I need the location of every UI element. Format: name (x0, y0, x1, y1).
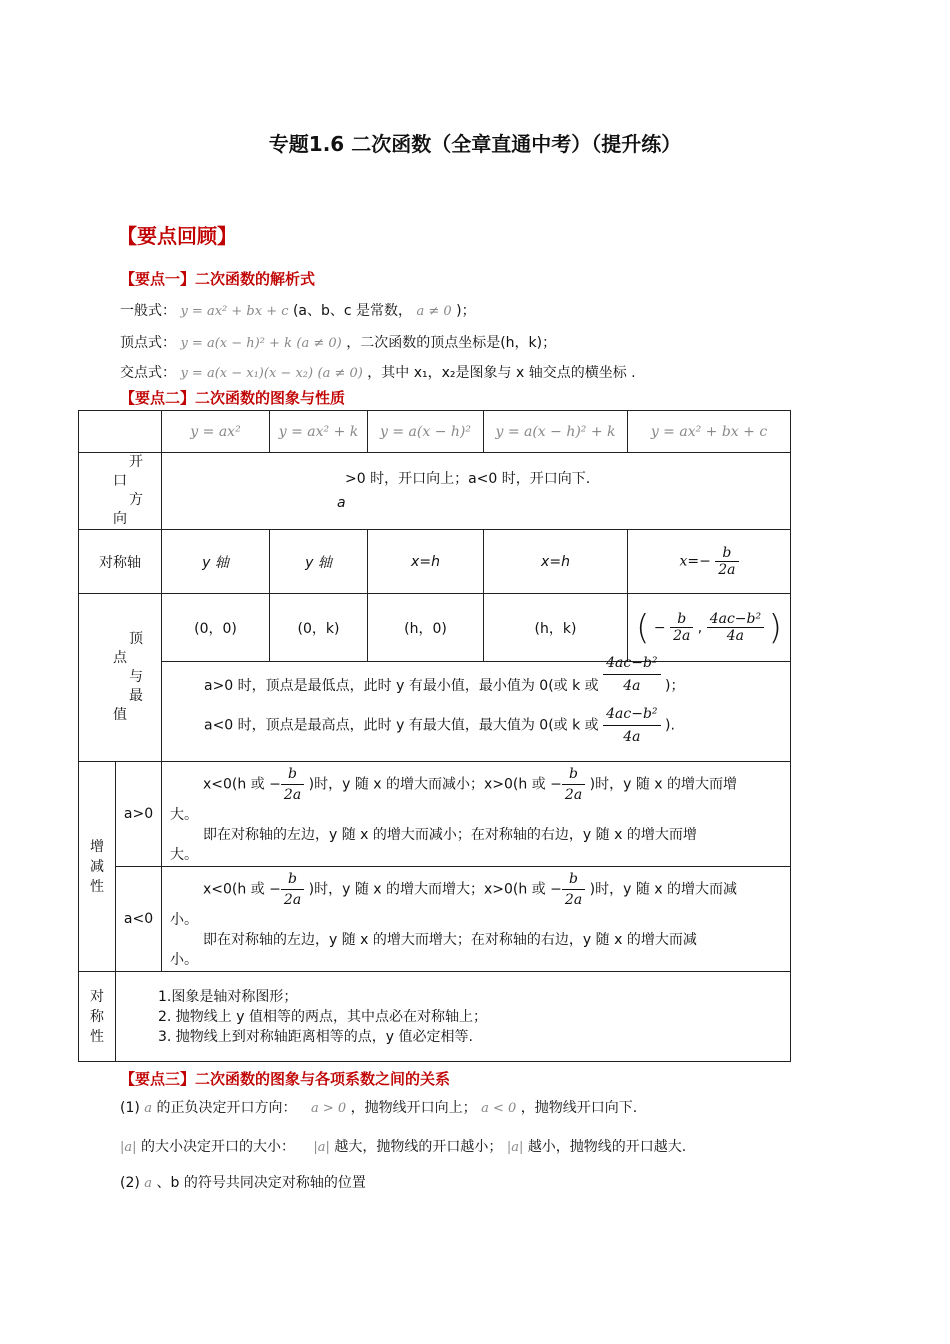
opening-label: 开 口 方 向 (79, 453, 162, 530)
symmetry-cell (116, 972, 791, 1062)
mono-neg-line-1: x<0(h 或 − $\frac{b}{2a}$ )时，y 随 x 的增大而增大；x>0(h 或 − $\frac{b}{2a}$ )时，y 随 x 的增大而减 (203, 870, 738, 908)
vertex-note: ，二次函数的顶点坐标是(h，k)； (346, 335, 557, 351)
vertex-label: 顶 点 与 最 值 (79, 594, 162, 762)
properties-table (78, 410, 791, 1062)
axis-row (79, 530, 791, 594)
general-label: 一般式： (120, 303, 176, 319)
extreme-cell (162, 654, 791, 762)
header-col-3: y = a(x − h)² (368, 411, 484, 453)
mono-pos-line-1: x<0(h 或 − $\frac{b}{2a}$ )时，y 随 x 的增大而减小；x>0(h 或 − $\frac{b}{2a}$ )时，y 随 x 的增大而增 (203, 765, 738, 803)
symmetry-item-1: 1.图象是轴对称图形； (158, 988, 298, 1005)
kp3-line-3: (2) a 、b 的符号共同决定对称轴的位置 (120, 1175, 366, 1191)
mono-pos-line-4: 大。 (170, 846, 198, 863)
axis-value-5: x=− $\frac{b}{2a}$ (628, 530, 791, 594)
general-note: (a、b、c 是常数， (292, 303, 413, 319)
symmetry-item-3: 3. 抛物线上到对称轴距离相等的点，y 值必定相等. (158, 1028, 473, 1045)
axis-value-3: x=h (368, 530, 484, 594)
intercept-label: 交点式： (120, 365, 176, 381)
symmetry-row (79, 972, 791, 1062)
vertex-formula: y = a(x − h)² + k (180, 336, 292, 351)
opening-text: >0 时，开口向上；a<0 时，开口向下. (345, 471, 591, 487)
vertex-value-4: (h，k) (484, 594, 628, 662)
general-form-line (120, 300, 476, 320)
mono-label: 增 减 性 (79, 762, 116, 972)
vertex-form-line (120, 332, 556, 352)
vertex-value-3: (h，0) (368, 594, 484, 662)
axis-value-2: y 轴 (270, 530, 368, 594)
mono-pos-line-2: 大。 (170, 806, 198, 823)
mono-neg-label: a<0 (116, 867, 162, 972)
extreme-row (79, 662, 791, 762)
axis-fraction: $\frac{b}{2a}$ (715, 545, 738, 578)
page-title: 专题1.6 二次函数（全章直通中考）（提升练） (268, 132, 682, 156)
header-col-5: y = ax² + bx + c (628, 411, 791, 453)
axis-label: 对称轴 (79, 530, 162, 594)
header-row (79, 411, 791, 453)
vertex-cond: (a ≠ 0) (296, 336, 342, 351)
extreme-line-1: a>0 时，顶点是最低点，此时 y 有最小值，最小值为 0(或 k 或 $\frac{\text{4ac−b²}}{4a}$ )； (204, 675, 790, 697)
general-end: )； (456, 303, 476, 319)
opening-row (79, 453, 791, 530)
mono-pos-label: a>0 (116, 762, 162, 867)
intercept-note: ，其中 x₁，x₂是图象与 x 轴交点的横坐标 . (367, 365, 636, 381)
section-heading: 【要点回顾】 (117, 224, 237, 248)
header-col-1: y = ax² (162, 411, 270, 453)
kp1-heading: 【要点一】二次函数的解析式 (120, 270, 316, 288)
mono-pos-cell (162, 762, 791, 867)
opening-text-cell (162, 453, 791, 530)
intercept-formula: y = a(x − x₁)(x − x₂) (180, 366, 314, 381)
kp3-line-1: (1) a 的正负决定开口方向： a > 0 ，抛物线开口向上； a < 0 ，抛物线开口向下. (120, 1100, 638, 1116)
header-col-4: y = a(x − h)² + k (484, 411, 628, 453)
kp2-heading: 【要点二】二次函数的图象与性质 (120, 389, 346, 407)
vertex-label: 顶点式： (120, 335, 176, 351)
mono-pos-row (79, 762, 791, 867)
general-cond: a ≠ 0 (416, 304, 452, 319)
axis-value-4: x=h (484, 530, 628, 594)
kp3-line-2: |a| 的大小决定开口的大小： |a| 越大，抛物线的开口越小； |a| 越小，抛物线的开口越大. (120, 1139, 687, 1155)
intercept-form-line (120, 362, 636, 382)
header-col-2: y = ax² + k (270, 411, 368, 453)
axis-value-1: y 轴 (162, 530, 270, 594)
vertex-value-5: ( − $\frac{b}{2a}$ , $\frac{\text{4ac−b²}}{4a}$ ) (628, 594, 791, 662)
kp3-heading: 【要点三】二次函数的图象与各项系数之间的关系 (120, 1070, 451, 1088)
mono-pos-line-3: 即在对称轴的左边，y 随 x 的增大而减小；在对称轴的右边，y 随 x 的增大而增 (203, 826, 697, 843)
mono-neg-cell (162, 867, 791, 972)
vertex-value-1: (0，0) (162, 594, 270, 662)
mono-neg-row (79, 867, 791, 972)
opening-a: a (337, 495, 346, 511)
header-blank (79, 411, 162, 453)
symmetry-item-2: 2. 抛物线上 y 值相等的两点，其中点必在对称轴上； (158, 1008, 487, 1025)
mono-neg-line-2: 小。 (170, 911, 198, 928)
vertex-row (79, 594, 791, 662)
general-formula: y = ax² + bx + c (180, 304, 289, 319)
symmetry-label: 对 称 性 (79, 972, 116, 1062)
extreme-line-2: a<0 时，顶点是最高点，此时 y 有最大值，最大值为 0(或 k 或 $\frac{\text{4ac−b²}}{4a}$ ). (204, 703, 790, 748)
vertex-value-2: (0，k) (270, 594, 368, 662)
mono-neg-line-4: 小。 (170, 951, 198, 968)
intercept-cond: (a ≠ 0) (317, 366, 363, 381)
mono-neg-line-3: 即在对称轴的左边，y 随 x 的增大而增大；在对称轴的右边，y 随 x 的增大而减 (203, 931, 697, 948)
